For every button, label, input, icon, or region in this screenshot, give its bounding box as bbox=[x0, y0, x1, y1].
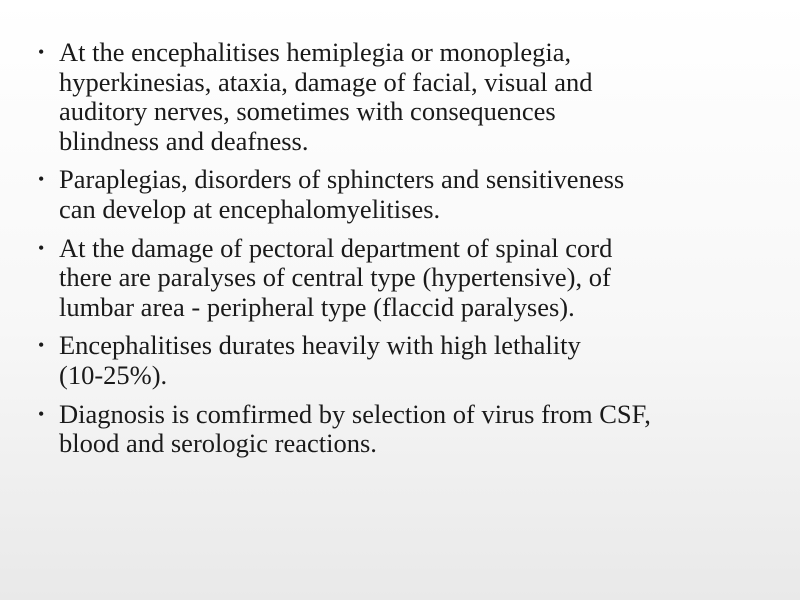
bullet-text-line: At the encephalitises hemiplegia or monoplegia, bbox=[59, 37, 572, 67]
bullet-text-line: auditory nerves, sometimes with consequences bbox=[59, 96, 556, 127]
bullet-icon: • bbox=[38, 237, 45, 258]
bullet-text-line: lumbar area - peripheral type (flaccid paralyses). bbox=[59, 291, 575, 322]
bullet-icon: • bbox=[38, 335, 45, 356]
bullet-text-line: Encephalitises durates heavily with high lethality bbox=[59, 330, 581, 361]
bullet-text-line: Diagnosis is comfirmed by selection of virus from CSF, bbox=[59, 398, 651, 429]
bullet-text-line: blood and serologic reactions. bbox=[59, 428, 377, 459]
bullet-text-line: there are paralyses of central type (hypertensive), of bbox=[59, 262, 611, 293]
bullet-item bbox=[38, 331, 768, 390]
bullet-text-line: At the damage of pectoral department of spinal cord bbox=[59, 232, 613, 263]
bullet-icon: • bbox=[38, 169, 45, 190]
bullet-icon: • bbox=[38, 403, 45, 424]
bullet-text-line: blindness and deafness. bbox=[59, 125, 309, 156]
bullet-icon: • bbox=[38, 42, 45, 62]
bullet-list bbox=[38, 38, 768, 468]
bullet-text-line: (10-25%). bbox=[59, 359, 168, 390]
bullet-text-line: can develop at encephalomyelitises. bbox=[59, 193, 441, 224]
bullet-item bbox=[38, 400, 768, 459]
bullet-text-line: Paraplegias, disorders of sphincters and sensitiveness bbox=[59, 164, 625, 195]
bullet-text-line: hyperkinesias, ataxia, damage of facial, visual and bbox=[59, 66, 593, 97]
bullet-item bbox=[38, 38, 768, 156]
bullet-item bbox=[38, 234, 768, 323]
bullet-item bbox=[38, 165, 768, 224]
